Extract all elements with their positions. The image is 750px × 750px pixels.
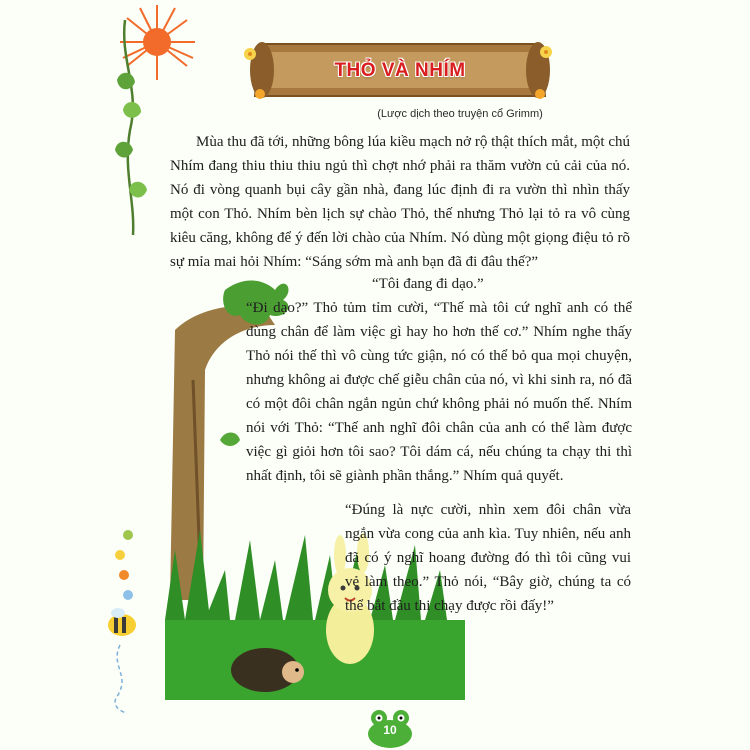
sun-icon [120, 5, 195, 80]
story-title: THỎ VÀ NHÍM [334, 60, 466, 81]
page-number: 10 [383, 723, 397, 737]
story-paragraph-1: Mùa thu đã tới, những bông lúa kiều mạch nở rộ thật thích mắt, một chú Nhím đang thiu thiu thiu ngủ thì chợt nhớ phải ra thăm vườn củ cải của nó. Nó đi vòng quanh bụi cây gần nhà, đang lúc định đi ra vườn thì nhìn thấy một con Thỏ. Nhím bèn lịch sự chào Thỏ, thế nhưng Thỏ lại tỏ ra vô cùng kiêu căng, không để ý đến lời chào của Nhím. Nó dùng một giọng điệu tỏ rõ sự mỉa mai hỏi Nhím: “Sáng sớm mà anh bạn đã đi đâu thế?” [170, 134, 630, 270]
small-flower-icon [115, 530, 133, 600]
story-paragraph-3: “Đi dạo?” Thỏ tủm tỉm cười, “Thế mà tôi cứ nghĩ anh có thể dùng chân để làm việc gì hay ho hơn thế cơ.” Nhím nghe thấy Thỏ nói thế thì vô cùng tức giận, nó có thể bỏ qua mọi chuyện, nhưng không ai được chế giễu chân của nó, vì khi sinh ra, nó đã có một đôi chân ngắn ngủn chứ không phải nó muốn thế. Nhím nói với Thỏ: “Thế anh nghĩ đôi chân của anh có thể làm được việc gì giỏi hơn tôi sao? Tôi dám cá, nếu chúng ta chạy thi thì nhất định, tôi sẽ giành phần thắng.” Nhím quả quyết. [246, 300, 632, 484]
bee-icon [108, 608, 136, 636]
story-paragraph-4: “Đúng là nực cười, nhìn xem đôi chân vừa ngắn vừa cong của anh kìa. Tuy nhiên, nếu anh đã có ý nghĩ hoang đường đó thì tôi cũng vui vẻ làm theo.” Thỏ nói, “Bây giờ, chúng ta có thể bắt đầu thi chạy được rồi đấy!” [345, 502, 631, 614]
story-paragraph-2: “Tôi đang đi dạo.” [372, 276, 484, 292]
bee-flowers-decoration [100, 525, 150, 715]
story-subtitle: (Lược dịch theo truyện cổ Grimm) [377, 108, 543, 120]
